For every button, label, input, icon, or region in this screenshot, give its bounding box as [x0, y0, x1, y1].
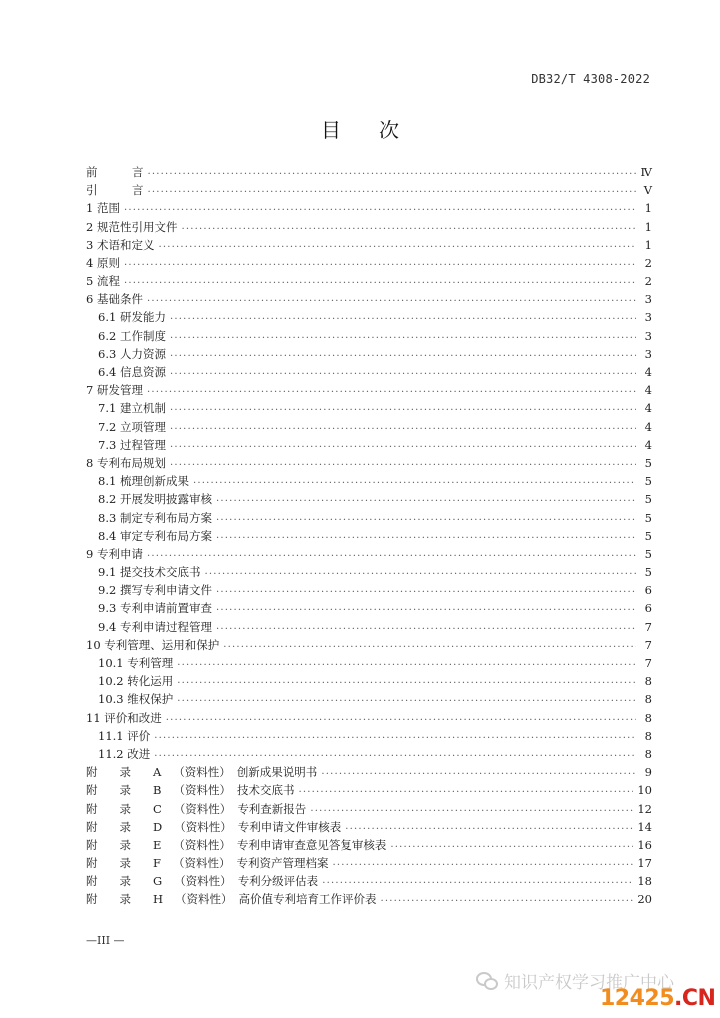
toc-entry-page: 7: [644, 637, 652, 652]
appendix-title: 创新成果说明书: [236, 765, 318, 780]
toc-leader-dots: [124, 254, 636, 272]
toc-entry-label: 7.3 过程管理: [98, 437, 166, 452]
toc-entry-label: 6.4 信息资源: [98, 365, 166, 380]
appendix-prefix-2: 录: [119, 874, 131, 889]
toc-entry-page: 8: [644, 728, 652, 743]
toc-appendix-entry[interactable]: [86, 781, 652, 799]
toc-entry[interactable]: [86, 436, 652, 454]
toc-entry-label: 9.3 专利申请前置审查: [98, 601, 212, 616]
toc-entry[interactable]: [86, 509, 652, 527]
toc-leader-dots: [170, 454, 636, 472]
toc-entry-label: 8.4 审定专利布局方案: [98, 528, 212, 543]
toc-leader-dots: [177, 672, 636, 690]
toc-leader-dots: [332, 854, 633, 872]
toc-entry-page: 1: [644, 237, 652, 252]
appendix-label: [86, 890, 377, 908]
toc-entry-label: 8.3 制定专利布局方案: [98, 510, 212, 525]
toc-leader-dots: [170, 418, 636, 436]
appendix-title: 技术交底书: [236, 783, 295, 798]
toc-entry-page: 8: [644, 746, 652, 761]
toc-leader-dots: [170, 399, 636, 417]
toc-entry-page: 1: [644, 219, 652, 234]
toc-entry[interactable]: [86, 236, 652, 254]
toc-entry[interactable]: [86, 545, 652, 563]
toc-entry-label: 10.3 维权保护: [98, 692, 174, 707]
toc-appendix-entry[interactable]: [86, 763, 652, 781]
toc-appendix-entry[interactable]: [86, 872, 652, 890]
toc-entry-label: 3 术语和定义: [86, 237, 155, 252]
toc-entry[interactable]: [86, 290, 652, 308]
toc-entry-label: 10 专利管理、运用和保护: [86, 637, 220, 652]
toc-entry[interactable]: [86, 254, 652, 272]
toc-leader-dots: [204, 563, 636, 581]
toc-entry[interactable]: [86, 618, 652, 636]
toc-leader-dots: [170, 363, 636, 381]
toc-entry-page: 5: [644, 565, 652, 580]
toc-entry[interactable]: [86, 272, 652, 290]
toc-entry[interactable]: [86, 490, 652, 508]
brand-domain: .CN: [674, 986, 716, 1011]
toc-entry-page: 5: [644, 528, 652, 543]
toc-entry[interactable]: [86, 581, 652, 599]
toc-entry-page: Ⅳ: [640, 164, 652, 179]
appendix-title: 专利分级评估表: [237, 874, 319, 889]
appendix-page: 9: [644, 765, 652, 780]
toc-entry-page: 5: [644, 455, 652, 470]
toc-entry-label: 8 专利布局规划: [86, 455, 166, 470]
toc-entry-label: 11 评价和改进: [86, 710, 162, 725]
standard-code: DB32/T 4308-2022: [531, 72, 650, 86]
appendix-title: 专利申请审查意见答复审核表: [236, 837, 387, 852]
appendix-letter: A: [153, 765, 162, 780]
appendix-prefix-2: 录: [119, 765, 131, 780]
toc-leader-dots: [147, 290, 636, 308]
appendix-title: 专利资产管理档案: [236, 856, 329, 871]
appendix-label: [86, 836, 386, 854]
toc-entry[interactable]: [86, 690, 652, 708]
appendix-letter: E: [153, 837, 162, 852]
appendix-label: [86, 854, 328, 872]
toc-entry-label: 6 基础条件: [86, 292, 143, 307]
appendix-type: （资料性）: [173, 837, 231, 852]
toc-leader-dots: [345, 818, 633, 836]
toc-leader-dots: [170, 436, 636, 454]
toc-leader-dots: [124, 272, 636, 290]
appendix-title: 专利查新报告: [237, 801, 307, 816]
appendix-page: 20: [637, 892, 652, 907]
toc-leader-dots: [177, 654, 636, 672]
table-of-contents: [86, 163, 652, 909]
toc-entry-page: 5: [644, 474, 652, 489]
toc-entry-label: 11.2 改进: [98, 746, 151, 761]
toc-entry-label: 10.2 转化运用: [98, 674, 174, 689]
toc-appendix-entry[interactable]: [86, 836, 652, 854]
appendix-page: 17: [637, 856, 652, 871]
toc-entry-page: 6: [644, 601, 652, 616]
toc-entry-page: 5: [644, 492, 652, 507]
appendix-prefix-2: 录: [119, 783, 131, 798]
appendix-type: （资料性）: [174, 874, 232, 889]
toc-leader-dots: [148, 163, 637, 181]
appendix-letter: F: [153, 856, 161, 871]
appendix-prefix-2: 录: [119, 819, 131, 834]
toc-entry[interactable]: [86, 472, 652, 490]
appendix-letter: D: [153, 819, 163, 834]
watermark-text: 知识产权学习推广中心: [504, 973, 674, 993]
appendix-prefix-2: 录: [119, 892, 131, 907]
appendix-type: （资料性）: [175, 892, 233, 907]
toc-entry-page: 1: [644, 201, 652, 216]
toc-entry-page: 8: [644, 674, 652, 689]
appendix-prefix: 附: [86, 819, 98, 834]
page-title: 目次: [321, 118, 437, 142]
toc-entry[interactable]: [86, 672, 652, 690]
toc-entry-label: 引 言: [86, 183, 144, 198]
appendix-prefix: 附: [86, 783, 98, 798]
appendix-letter: C: [153, 801, 162, 816]
toc-appendix-entry[interactable]: [86, 800, 652, 818]
toc-entry-page: 7: [644, 656, 652, 671]
toc-entry-label: 前 言: [86, 164, 144, 179]
appendix-prefix: 附: [86, 801, 98, 816]
toc-leader-dots: [124, 199, 636, 217]
appendix-label: [86, 800, 306, 818]
toc-entry-page: 6: [644, 583, 652, 598]
toc-entry-label: 5 流程: [86, 274, 120, 289]
toc-entry-label: 8.1 梳理创新成果: [98, 474, 189, 489]
toc-entry-label: 4 原则: [86, 255, 120, 270]
toc-entry-page: 5: [644, 510, 652, 525]
toc-entry-page: 8: [644, 710, 652, 725]
toc-entry[interactable]: [86, 363, 652, 381]
toc-entry-label: 9.2 撰写专利申请文件: [98, 583, 212, 598]
toc-entry-page: 4: [644, 365, 652, 380]
toc-entry-page: 4: [644, 419, 652, 434]
toc-entry-label: 9 专利申请: [86, 546, 143, 561]
appendix-title: 专利申请文件审核表: [237, 819, 342, 834]
toc-leader-dots: [216, 581, 636, 599]
appendix-label: [86, 763, 317, 781]
appendix-label: [86, 872, 318, 890]
appendix-type: （资料性）: [173, 783, 231, 798]
toc-leader-dots: [181, 218, 636, 236]
appendix-letter: G: [153, 874, 163, 889]
footer-page-number: —III —: [86, 934, 125, 947]
toc-entry-page: 5: [644, 546, 652, 561]
toc-leader-dots: [147, 545, 636, 563]
toc-leader-dots: [170, 345, 636, 363]
toc-entry[interactable]: [86, 563, 652, 581]
toc-entry[interactable]: [86, 709, 652, 727]
toc-leader-dots: [193, 472, 636, 490]
appendix-page: 10: [637, 783, 652, 798]
toc-entry[interactable]: [86, 399, 652, 417]
toc-entry-label: 10.1 专利管理: [98, 656, 174, 671]
toc-leader-dots: [170, 308, 636, 326]
appendix-type: （资料性）: [173, 801, 232, 816]
toc-appendix-entry[interactable]: [86, 854, 652, 872]
toc-leader-dots: [170, 327, 636, 345]
toc-leader-dots: [154, 745, 636, 763]
toc-leader-dots: [216, 509, 636, 527]
appendix-prefix: 附: [86, 856, 98, 871]
toc-entry[interactable]: [86, 381, 652, 399]
appendix-prefix: 附: [86, 837, 98, 852]
toc-entry-page: 3: [644, 328, 652, 343]
toc-entry[interactable]: [86, 418, 652, 436]
appendix-type: （资料性）: [172, 856, 231, 871]
appendix-page: 12: [637, 801, 652, 816]
toc-entry[interactable]: [86, 600, 652, 618]
toc-entry-label: 1 范围: [86, 201, 120, 216]
toc-entry[interactable]: [86, 199, 652, 217]
toc-entry[interactable]: [86, 327, 652, 345]
toc-leader-dots: [390, 836, 633, 854]
appendix-prefix: 附: [86, 765, 98, 780]
wechat-icon: [476, 972, 498, 990]
toc-entry-label: 7 研发管理: [86, 383, 143, 398]
toc-entry-page: Ⅴ: [643, 183, 652, 198]
appendix-page: 16: [637, 837, 652, 852]
brand-logo: [600, 986, 715, 1011]
toc-entry-page: 4: [644, 383, 652, 398]
toc-leader-dots: [158, 236, 636, 254]
toc-leader-dots: [148, 181, 637, 199]
toc-entry-label: 8.2 开展发明披露审核: [98, 492, 212, 507]
toc-leader-dots: [321, 763, 636, 781]
toc-leader-dots: [223, 636, 636, 654]
toc-leader-dots: [381, 890, 634, 908]
appendix-type: （资料性）: [174, 819, 232, 834]
toc-entry-page: 7: [644, 619, 652, 634]
toc-entry[interactable]: [86, 745, 652, 763]
toc-entry-label: 2 规范性引用文件: [86, 219, 178, 234]
toc-entry[interactable]: [86, 345, 652, 363]
appendix-prefix-2: 录: [119, 801, 131, 816]
toc-entry-label: 7.2 立项管理: [98, 419, 166, 434]
toc-entry-label: 6.3 人力资源: [98, 346, 166, 361]
appendix-prefix: 附: [86, 874, 98, 889]
toc-entry-label: 6.2 工作制度: [98, 328, 166, 343]
toc-entry-page: 3: [644, 346, 652, 361]
toc-entry-label: 7.1 建立机制: [98, 401, 166, 416]
toc-entry[interactable]: [86, 454, 652, 472]
brand-number: 12425: [600, 986, 675, 1011]
toc-entry-page: 4: [644, 437, 652, 452]
appendix-label: [86, 818, 341, 836]
toc-leader-dots: [147, 381, 636, 399]
toc-entry-page: 2: [644, 274, 652, 289]
appendix-prefix-2: 录: [119, 837, 131, 852]
toc-leader-dots: [216, 527, 636, 545]
appendix-prefix-2: 录: [119, 856, 131, 871]
toc-entry-page: 3: [644, 310, 652, 325]
toc-entry-page: 2: [644, 255, 652, 270]
appendix-type: （资料性）: [173, 765, 231, 780]
toc-entry-label: 9.1 提交技术交底书: [98, 565, 201, 580]
toc-entry[interactable]: [86, 163, 652, 181]
toc-appendix-entry[interactable]: [86, 891, 652, 909]
appendix-prefix: 附: [86, 892, 98, 907]
toc-leader-dots: [298, 781, 633, 799]
toc-leader-dots: [154, 727, 636, 745]
toc-appendix-entry[interactable]: [86, 818, 652, 836]
toc-entry[interactable]: [86, 218, 652, 236]
toc-entry-label: 11.1 评价: [98, 728, 151, 743]
toc-entry[interactable]: [86, 727, 652, 745]
appendix-label: [86, 781, 294, 799]
appendix-letter: H: [153, 892, 164, 907]
appendix-page: 14: [637, 819, 652, 834]
toc-leader-dots: [216, 599, 636, 617]
toc-leader-dots: [310, 800, 633, 818]
appendix-title: 高价值专利培育工作评价表: [238, 892, 377, 907]
toc-entry[interactable]: [86, 527, 652, 545]
toc-entry[interactable]: [86, 181, 652, 199]
toc-leader-dots: [216, 490, 636, 508]
toc-entry-page: 3: [644, 292, 652, 307]
toc-entry[interactable]: [86, 309, 652, 327]
toc-leader-dots: [322, 872, 633, 890]
toc-entry-label: 6.1 研发能力: [98, 310, 166, 325]
appendix-letter: B: [153, 783, 162, 798]
toc-leader-dots: [166, 709, 636, 727]
toc-leader-dots: [177, 690, 636, 708]
toc-entry-page: 4: [644, 401, 652, 416]
toc-entry[interactable]: [86, 636, 652, 654]
appendix-page: 18: [637, 874, 652, 889]
toc-entry[interactable]: [86, 654, 652, 672]
toc-entry-page: 8: [644, 692, 652, 707]
toc-entry-label: 9.4 专利申请过程管理: [98, 619, 212, 634]
toc-leader-dots: [216, 618, 636, 636]
